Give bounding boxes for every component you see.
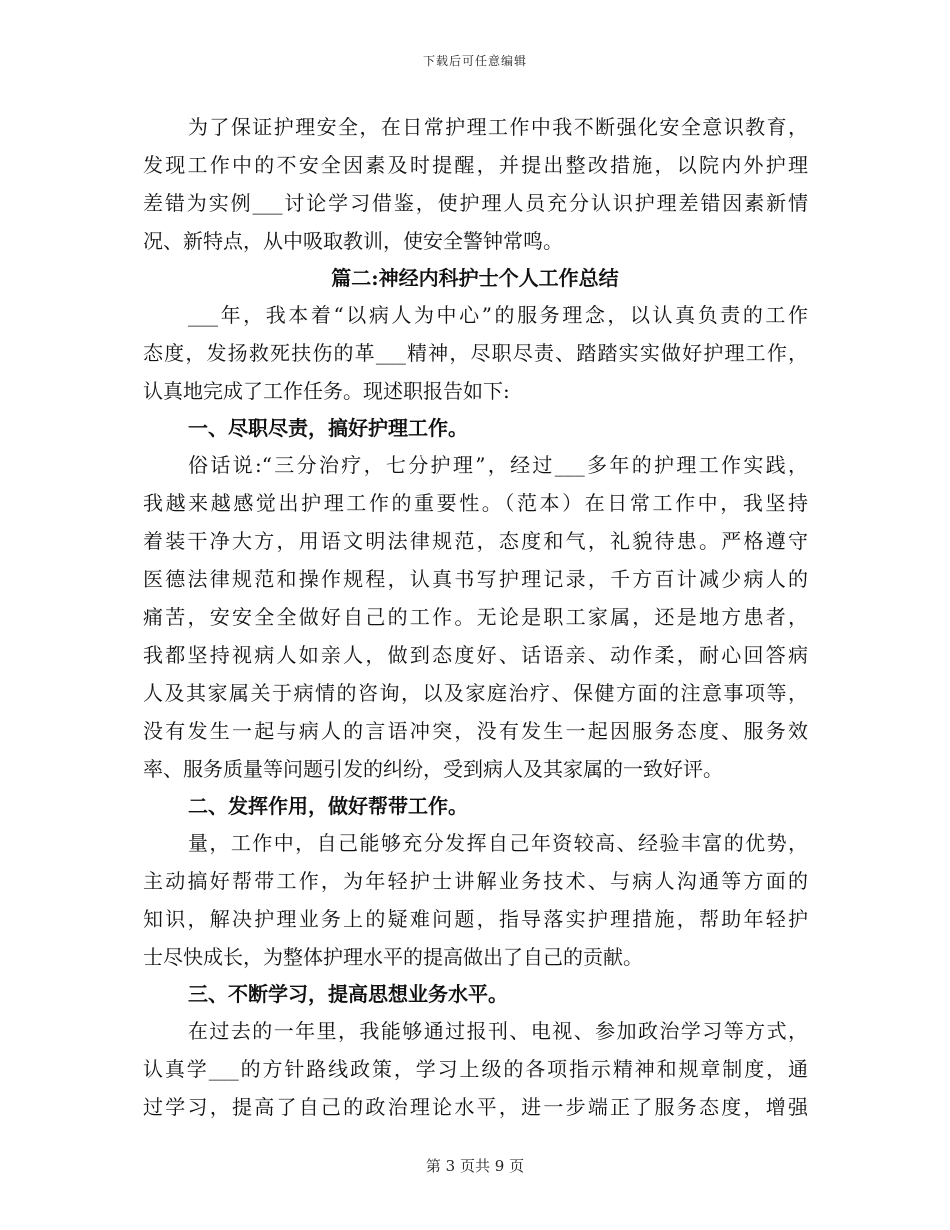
paragraph-line: 俗话说:“三分治疗，七分护理”，经过___多年的护理工作实践，: [188, 453, 808, 477]
paragraph-line: 我越来越感觉出护理工作的重要性。（范本）在日常工作中，我坚持: [143, 491, 808, 515]
paragraph-line: 为了保证护理安全，在日常护理工作中我不断强化安全意识教育，: [188, 115, 808, 139]
paragraph-line: 痛苦，安安全全做好自己的工作。无论是职工家属，还是地方患者，: [143, 605, 808, 629]
paragraph-line: 医德法律规范和操作规程，认真书写护理记录，千方百计减少病人的: [143, 567, 808, 591]
paragraph-line: 没有发生一起与病人的言语冲突，没有发生一起因服务态度、服务效: [143, 719, 808, 743]
paragraph-line: 士尽快成长，为整体护理水平的提高做出了自己的贡献。: [143, 945, 643, 969]
paragraph-line: 人及其家属关于病情的咨询，以及家庭治疗、保健方面的注意事项等，: [143, 681, 808, 705]
paragraph-line: 过学习，提高了自己的政治理论水平，进一步端正了服务态度，增强: [143, 1095, 808, 1119]
paragraph-line: 主动搞好帮带工作，为年轻护士讲解业务技术、与病人沟通等方面的: [143, 869, 808, 893]
paragraph-line: 差错为实例___讨论学习借鉴，使护理人员充分认识护理差错因素新情: [143, 191, 808, 215]
paragraph-line: 发现工作中的不安全因素及时提醒，并提出整改措施，以院内外护理: [143, 153, 808, 177]
paragraph-line: 况、新特点，从中吸取教训，使安全警钟常鸣。: [143, 229, 563, 253]
paragraph-line: ___年，我本着“以病人为中心”的服务理念，以认真负责的工作: [188, 303, 808, 327]
paragraph-line: 认真地完成了工作任务。现述职报告如下:: [143, 379, 510, 403]
page-footer: 第 3 页共 9 页: [425, 1157, 525, 1175]
paragraph-line: 着装干净大方，用语文明法律规范，态度和气，礼貌待患。严格遵守: [143, 529, 808, 553]
paragraph-line: 率、服务质量等问题引发的纠纷，受到病人及其家属的一致好评。: [143, 757, 723, 781]
paragraph-line: 态度，发扬救死扶伤的革___精神，尽职尽责、踏踏实实做好护理工作，: [143, 341, 808, 365]
subheading-1: 一、尽职尽责，搞好护理工作。: [188, 416, 468, 440]
page-header: 下载后可任意编辑: [422, 54, 527, 68]
section-title: 篇二:神经内科护士个人工作总结: [331, 266, 619, 290]
subheading-2: 二、发挥作用，做好帮带工作。: [188, 794, 468, 818]
paragraph-line: 认真学___的方针路线政策，学习上级的各项指示精神和规章制度，通: [143, 1057, 808, 1081]
paragraph-line: 知识，解决护理业务上的疑难问题，指导落实护理措施，帮助年轻护: [143, 907, 808, 931]
paragraph-line: 量，工作中，自己能够充分发挥自己年资较高、经验丰富的优势，: [188, 831, 808, 855]
paragraph-line: 我都坚持视病人如亲人，做到态度好、话语亲、动作柔，耐心回答病: [143, 643, 808, 667]
paragraph-line: 在过去的一年里，我能够通过报刊、电视、参加政治学习等方式，: [188, 1019, 808, 1043]
subheading-3: 三、不断学习，提高思想业务水平。: [188, 982, 508, 1006]
